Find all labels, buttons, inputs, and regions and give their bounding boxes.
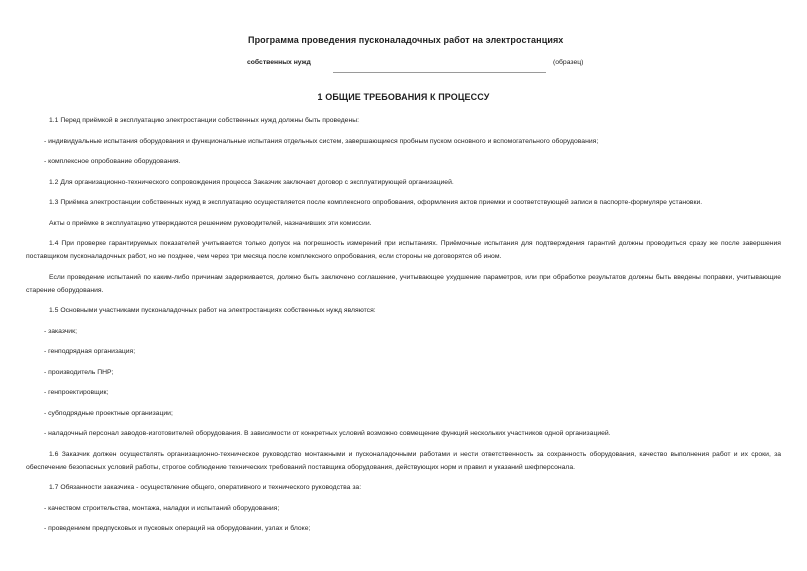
section-heading: 1 ОБЩИЕ ТРЕБОВАНИЯ К ПРОЦЕССУ [317,92,490,102]
blank-fill-in-line [333,72,546,73]
list-item: - качеством строительства, монтажа, наладки и испытаний оборудования; [44,504,280,512]
paragraph: 1.2 Для организационно-технического сопровождения процесса Заказчик заключает договор с эксплуатирующей организацией. [49,178,454,186]
paragraph: Если проведение испытаний по каким-либо причинам задерживается, должно быть заключено соглашение, учитывающее ухудшение параметров, или при обработке результатов должны быть введены поправки, учитывающие старение оборудования. [26,273,781,294]
document-subtitle: собственных нужд [247,59,311,66]
paragraph: 1.4 При проверке гарантируемых показателей учитывается только допуск на погрешность измерений при испытаниях. Приёмочные испытания для подтверждения гарантий должны проводиться сразу же после завершения поставщиком пусконаладочных работ, но не позднее, чем через три месяца после комплексного опробования, если стороны не договорятся об ином. [26,240,781,260]
paragraph: 1.6 Заказчик должен осуществлять организационно-техническое руководство монтажными и пусконаладочными работами и нести ответственность за сохранность оборудования, качество выполнения работ и их сроки, за обеспечение безопасных условий работы, строгое соблюдение технических требований поставщика оборудования, действующих норм и правил и указаний шефперсонала. [26,450,781,471]
list-item: - проведением предпусковых и пусковых операций на оборудовании, узлах и блоке; [44,525,311,532]
list-item: - индивидуальные испытания оборудования и функциональные испытания отдельных систем, завершающиеся пробным пуском основного и вспомогательного оборудования; [44,137,599,145]
list-item: - заказчик; [44,327,77,335]
paragraph: 1.1 Перед приёмкой в эксплуатацию электростанции собственных нужд должны быть проведены: [49,117,359,124]
paragraph: 1.7 Обязанности заказчика - осуществление общего, оперативного и технического руководства за: [49,484,362,491]
document-title: Программа проведения пусконаладочных работ на электростанциях [248,35,564,45]
list-item: - комплексное опробование оборудования. [44,158,181,165]
list-item: - субподрядные проектные организации; [44,409,173,417]
document-body [26,114,781,543]
sample-label: (образец) [553,59,584,66]
list-item: - генпроектировщик; [44,389,109,396]
paragraph: 1.5 Основными участниками пусконаладочных работ на электростанциях собственных нужд являются: [49,307,376,314]
list-item: - наладочный персонал заводов-изготовителей оборудования. В зависимости от конкретных условий возможно совмещение функций нескольких участников одной организацией. [44,430,611,437]
list-item: - генподрядная организация; [44,348,136,355]
paragraph: 1.3 Приёмка электростанции собственных нужд в эксплуатацию осуществляется после комплексного опробования, оформления актов приемки и соответствующей записи в паспорте-формуляре установки. [49,199,703,206]
list-item: - производитель ПНР; [44,368,114,376]
paragraph: Акты о приёмке в эксплуатацию утверждаются решением руководителей, назначивших эти комиссии. [49,219,372,227]
